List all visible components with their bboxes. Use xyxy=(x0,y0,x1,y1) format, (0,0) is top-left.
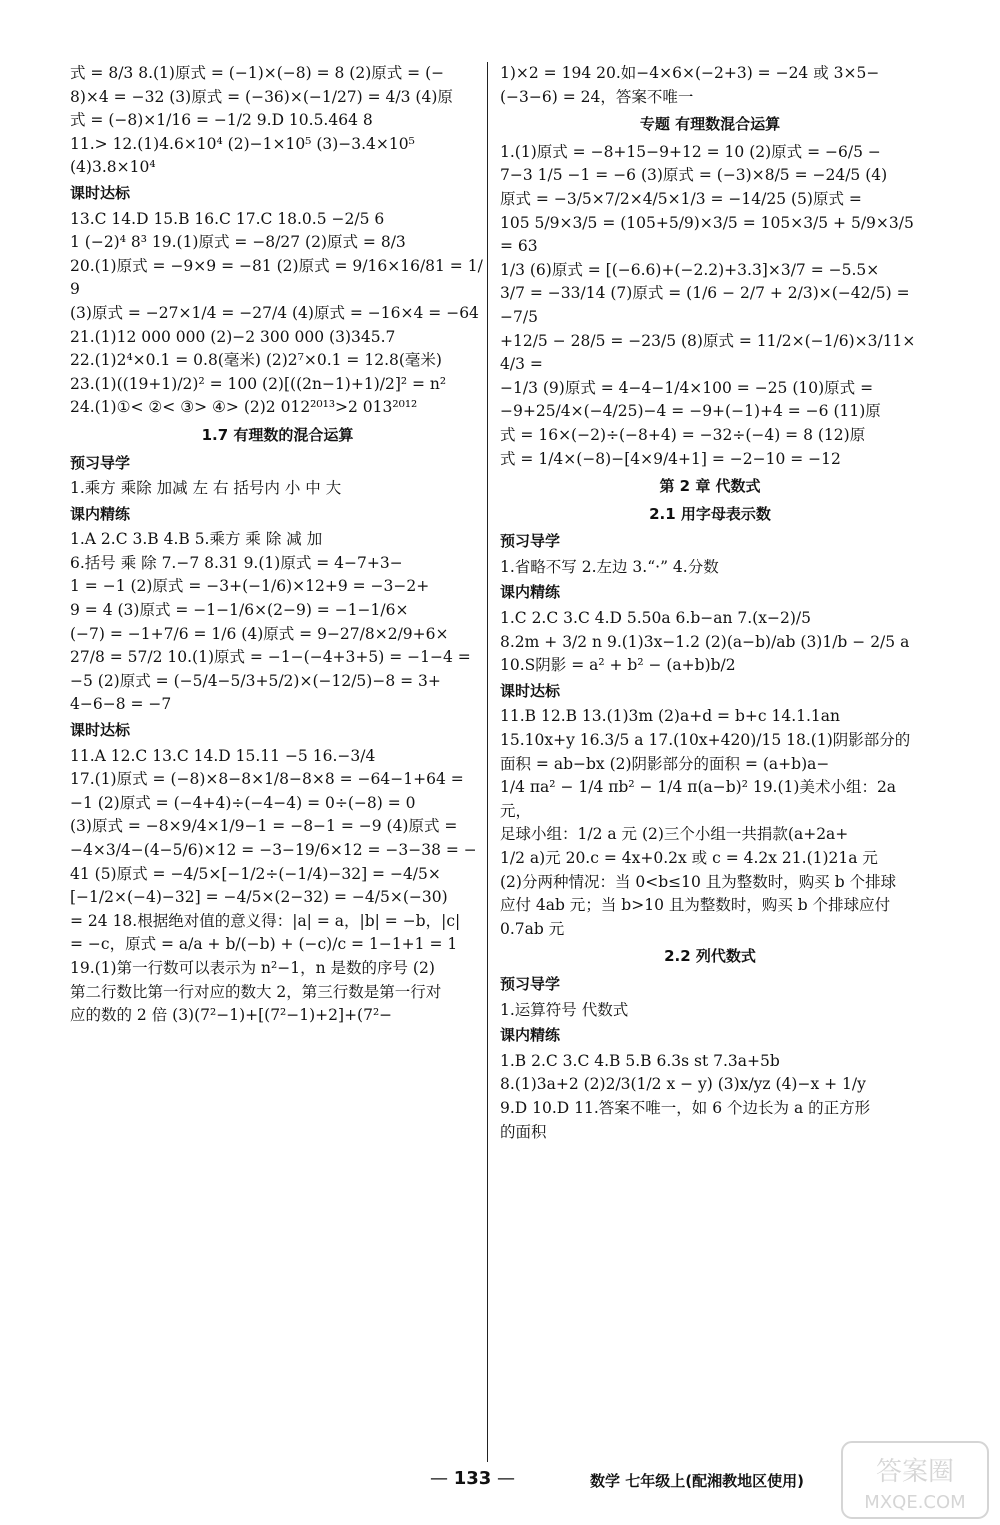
left-answer-line: 1.A 2.C 3.B 4.B 5.乘方 乘 除 减 加 xyxy=(70,530,323,549)
right-answer-line: 8.(1)3a+2 (2)2/3(1/2 x − y) (3)x/yz (4)−x + 1/y xyxy=(500,1075,866,1094)
left-answer-line: 4−6−8 = −7 xyxy=(70,695,172,714)
left-answer-line: −4×3/4−(4−5/6)×12 = −3−19/6×12 = −3−38 = − xyxy=(70,841,477,859)
left-answer-line: = −c，原式 = a/a + b/(−b) + (−c)/c = 1−1+1 = 1 xyxy=(70,935,458,954)
right-answer-line: 0.7ab 元 xyxy=(500,919,565,938)
right-section-label: 预习导学 xyxy=(500,974,561,993)
left-answer-line: 应的数的 2 倍 (3)(7²−1)+[(7²−1)+2]+(7²− xyxy=(70,1006,393,1025)
left-answer-line: (4)3.8×10⁴ xyxy=(70,158,156,177)
right-answer-line: 1.C 2.C 3.C 4.D 5.50a 6.b−an 7.(x−2)/5 xyxy=(500,609,811,628)
right-answer-line: +12/5 − 28/5 = −23/5 (8)原式 = 11/2×(−1/6)×3/11×4/3 = xyxy=(500,331,916,374)
right-answer-line: 面积 = ab−bx (2)阴影部分的面积 = (a+b)a− xyxy=(500,754,830,773)
left-answer-line: 第二行数比第一行对应的数大 2，第三行数是第一行对 xyxy=(70,982,442,1001)
left-answer-line: 1.乘方 乘除 加减 左 右 括号内 小 中 大 xyxy=(70,479,342,498)
watermark-glyphs: 答案圈 xyxy=(875,1457,955,1487)
left-answer-line: 13.C 14.D 15.B 16.C 17.C 18.0.5 −2/5 6 xyxy=(70,209,385,228)
right-answer-line: (2)分两种情况：当 0<b≤10 且为整数时，购买 b 个排球 xyxy=(500,872,897,891)
right-section-heading: 2.1 用字母表示数 xyxy=(649,504,771,523)
right-section-heading: 专题 有理数混合运算 xyxy=(639,115,781,134)
right-answer-line: 11.B 12.B 13.(1)3m (2)a+d = b+c 14.1.1an xyxy=(500,707,841,726)
left-answer-line: −5 (2)原式 = (−5/4−5/3+5/2)×(−12/5)−8 = 3+ xyxy=(70,671,441,690)
right-answer-line: 足球小组：1/2 a 元 (2)三个小组一共捐款(a+2a+ xyxy=(500,825,849,844)
left-answer-line: 27/8 = 57/2 10.(1)原式 = −1−(−4+3+5) = −1−4 = xyxy=(70,648,471,667)
right-answer-line: 1.省略不写 2.左边 3.“·” 4.分数 xyxy=(500,557,719,576)
right-answer-line: 式 = 1/4×(−8)−[4×9/4+1] = −2−10 = −12 xyxy=(500,449,841,468)
watermark-logo xyxy=(840,1440,990,1520)
left-answer-line: 11.> 12.(1)4.6×10⁴ (2)−1×10⁵ (3)−3.4×10⁵ xyxy=(70,134,415,153)
left-answer-line: = 24 18.根据绝对值的意义得：|a| = a，|b| = −b，|c| xyxy=(70,911,461,930)
right-section-heading: 2.2 列代数式 xyxy=(664,947,756,966)
right-section-label: 预习导学 xyxy=(500,532,561,551)
right-answer-line: 式 = 16×(−2)÷(−8+4) = −32÷(−4) = 8 (12)原 xyxy=(500,425,866,444)
left-column xyxy=(70,62,485,1028)
right-answer-line: 1.运算符号 代数式 xyxy=(500,1000,629,1019)
right-answer-line: 7−3 1/5 −1 = −6 (3)原式 = (−3)×8/5 = −24/5 (4) xyxy=(500,166,888,185)
left-answer-line: 22.(1)2⁴×0.1 = 0.8(毫米) (2)2⁷×0.1 = 12.8(毫米) xyxy=(70,351,442,370)
left-answer-line: 41 (5)原式 = −4/5×[−1/2÷(−1/4)−32] = −4/5× xyxy=(70,864,441,883)
left-answer-line: (3)原式 = −27×1/4 = −27/4 (4)原式 = −16×4 = −64 xyxy=(70,303,479,322)
right-answer-line: 8.2m + 3/2 n 9.(1)3x−1.2 (2)(a−b)/ab (3)1/b − 2/5 a xyxy=(500,632,910,651)
left-answer-line: 19.(1)第一行数可以表示为 n²−1，n 是数的序号 (2) xyxy=(70,958,435,977)
right-answer-line: 1/2 a)元 20.c = 4x+0.2x 或 c = 4.2x 21.(1)21a 元 xyxy=(500,849,878,867)
left-answer-line: 11.A 12.C 13.C 14.D 15.11 −5 16.−3/4 xyxy=(70,746,376,765)
watermark-logo-icon xyxy=(840,1440,990,1520)
left-answer-line: 式 = 8/3 8.(1)原式 = (−1)×(−8) = 8 (2)原式 = (− xyxy=(70,64,445,82)
left-answer-line: 式 = (−8)×1/16 = −1/2 9.D 10.5.464 8 xyxy=(70,111,373,130)
left-answer-line: 20.(1)原式 = −9×9 = −81 (2)原式 = 9/16×16/81 = 1/9 xyxy=(70,256,483,299)
right-section-label: 课内精练 xyxy=(500,1026,561,1045)
left-answer-line: 1 = −1 (2)原式 = −3+(−1/6)×12+9 = −3−2+ xyxy=(70,577,430,596)
left-answer-line: 8)×4 = −32 (3)原式 = (−36)×(−1/27) = 4/3 (4)原 xyxy=(70,87,453,106)
right-section-heading: 第 2 章 代数式 xyxy=(659,477,761,496)
left-section-heading: 1.7 有理数的混合运算 xyxy=(201,425,354,444)
left-answer-line: 17.(1)原式 = (−8)×8−8×1/8−8×8 = −64−1+64 = xyxy=(70,770,464,789)
right-answer-line: −1/3 (9)原式 = 4−4−1/4×100 = −25 (10)原式 = xyxy=(500,378,874,397)
left-answer-line: [−1/2×(−4)−32] = −4/5×(2−32) = −4/5×(−30) xyxy=(70,888,448,907)
left-section-label: 课内精练 xyxy=(70,504,131,523)
left-section-label: 预习导学 xyxy=(70,453,131,472)
right-answer-line: 原式 = −3/5×7/2×4/5×1/3 = −14/25 (5)原式 = xyxy=(500,189,862,208)
right-answer-line: 15.10x+y 16.3/5 a 17.(10x+420)/15 18.(1)阴影部分的 xyxy=(500,731,911,750)
right-answer-line: 9.D 10.D 11.答案不唯一，如 6 个边长为 a 的正方形 xyxy=(500,1098,871,1117)
left-answer-line: 24.(1)①< ②< ③> ④> (2)2 012²⁰¹³>2 013²⁰¹² xyxy=(70,398,418,417)
right-answer-line: 10.S阴影 = a² + b² − (a+b)b/2 xyxy=(500,656,736,675)
right-answer-line: −9+25/4×(−4/25)−4 = −9+(−1)+4 = −6 (11)原 xyxy=(500,402,881,421)
watermark-text: MXQE.COM xyxy=(864,1492,966,1513)
page-number: — 133 — xyxy=(430,1468,515,1489)
left-answer-line: (3)原式 = −8×9/4×1/9−1 = −8−1 = −9 (4)原式 = xyxy=(70,817,458,836)
right-answer-line: 1.(1)原式 = −8+15−9+12 = 10 (2)原式 = −6/5 − xyxy=(500,142,881,161)
column-divider xyxy=(487,62,488,1462)
left-answer-line: 21.(1)12 000 000 (2)−2 300 000 (3)345.7 xyxy=(70,327,396,346)
right-answer-line: 应付 4ab 元；当 b>10 且为整数时，购买 b 个排球应付 xyxy=(500,896,891,915)
left-answer-line: 9 = 4 (3)原式 = −1−1/6×(2−9) = −1−1/6× xyxy=(70,601,409,620)
right-answer-line: 1.B 2.C 3.C 4.B 5.B 6.3s st 7.3a+5b xyxy=(500,1051,780,1070)
right-answer-line: 3/7 = −33/14 (7)原式 = (1/6 − 2/7 + 2/3)×(−42/5) = −7/5 xyxy=(500,284,910,326)
right-answer-line: 1)×2 = 194 20.如−4×6×(−2+3) = −24 或 3×5− xyxy=(500,64,880,82)
left-answer-line: 23.(1)((19+1)/2)² = 100 (2)[((2n−1)+1)/2]² = n² xyxy=(70,374,447,393)
right-answer-line: 1/3 (6)原式 = [(−6.6)+(−2.2)+3.3]×3/7 = −5.5× xyxy=(500,260,880,279)
left-answer-line: 6.括号 乘 除 7.−7 8.31 9.(1)原式 = 4−7+3− xyxy=(70,553,403,572)
left-answer-line: (−7) = −1+7/6 = 1/6 (4)原式 = 9−27/8×2/9+6× xyxy=(70,624,449,643)
right-column xyxy=(500,62,920,1144)
right-answer-line: 的面积 xyxy=(500,1122,547,1141)
left-section-label: 课时达标 xyxy=(70,183,131,202)
left-section-label: 课时达标 xyxy=(70,721,131,740)
right-answer-line: 1/4 πa² − 1/4 πb² − 1/4 π(a−b)² 19.(1)美术小组：2a 元， xyxy=(500,778,897,820)
book-title: 数学 七年级上(配湘教地区使用) xyxy=(590,1472,804,1490)
right-answer-line: 105 5/9×3/5 = (105+5/9)×3/5 = 105×3/5 + 5/9×3/5 = 63 xyxy=(500,213,914,256)
right-section-label: 课时达标 xyxy=(500,681,561,700)
left-answer-line: 1 (−2)⁴ 8³ 19.(1)原式 = −8/27 (2)原式 = 8/3 xyxy=(70,233,406,252)
right-answer-line: (−3−6) = 24，答案不唯一 xyxy=(500,87,694,106)
right-section-label: 课内精练 xyxy=(500,583,561,602)
left-answer-line: −1 (2)原式 = (−4+4)÷(−4−4) = 0÷(−8) = 0 xyxy=(70,793,416,812)
